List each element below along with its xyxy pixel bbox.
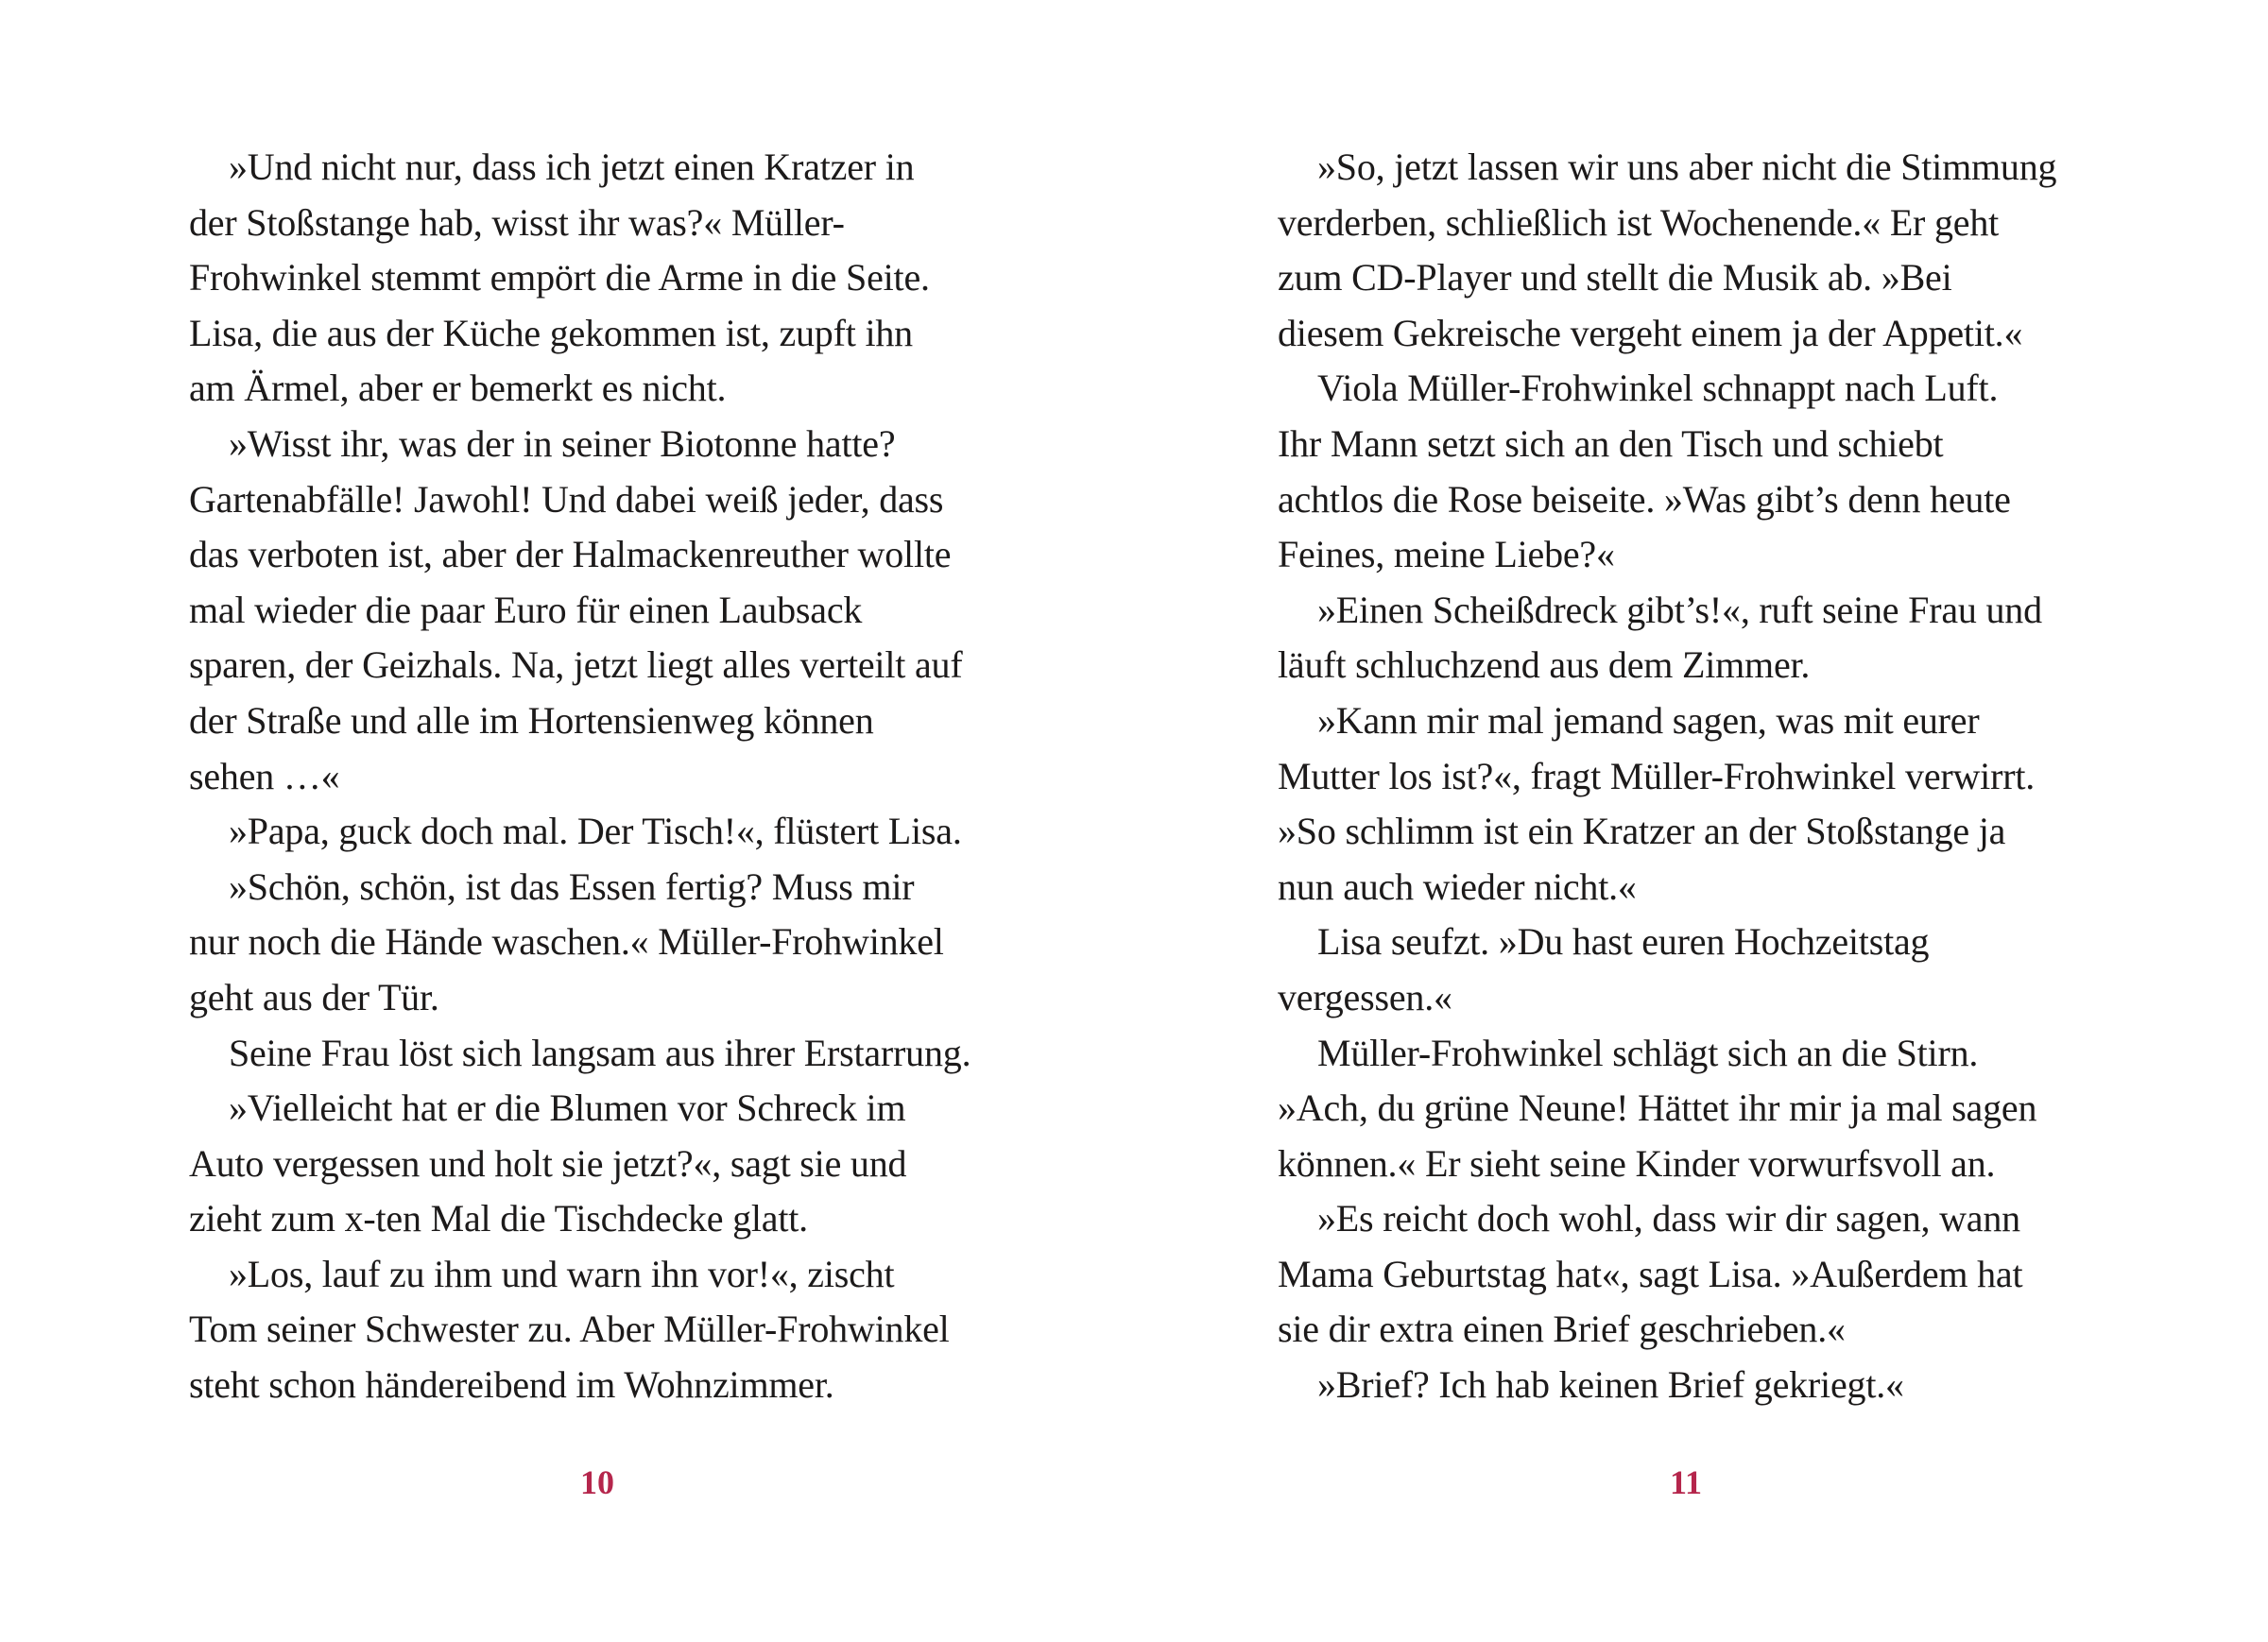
paragraph [1278,693,2128,915]
text-line: sparen, der Geizhals. Na, jetzt liegt alles verteilt auf [189,643,963,687]
paragraph [189,417,1040,804]
text-line: »Einen Scheißdreck gibt’s!«, ruft seine Frau und [1317,588,2042,631]
text-line: Viola Müller-Frohwinkel schnappt nach Luft. [1317,367,1999,410]
paragraph [1278,1026,2128,1192]
text-line: Müller-Frohwinkel schlägt sich an die Stirn. [1317,1031,1979,1074]
text-line: »So schlimm ist ein Kratzer an der Stoßstange ja [1278,810,2006,853]
text-line: diesem Gekreische vergeht einem ja der Appetit.« [1278,311,2023,354]
paragraph [189,1081,1040,1247]
paragraph [1278,583,2128,693]
text-line: Tom seiner Schwester zu. Aber Müller-Frohwinkel [189,1308,950,1351]
text-line: das verboten ist, aber der Halmackenreuther wollte [189,533,952,576]
right-page [1278,140,2128,1413]
paragraph [189,1247,1040,1413]
text-line: »Wisst ihr, was der in seiner Biotonne hatte? [229,421,896,465]
text-line: zum CD-Player und stellt die Musik ab. »Bei [1278,256,1952,299]
text-line: am Ärmel, aber er bemerkt es nicht. [189,367,727,410]
left-page [189,140,1040,1413]
text-line: geht aus der Tür. [189,975,439,1018]
text-line: nur noch die Hände waschen.« Müller-Frohwinkel [189,920,944,964]
text-line: »So, jetzt lassen wir uns aber nicht die Stimmung [1317,145,2057,188]
paragraph [189,860,1040,1026]
text-line: steht schon händereibend im Wohnzimmer. [189,1363,834,1407]
text-line: Ihr Mann setzt sich an den Tisch und schiebt [1278,421,1944,465]
text-line: »Es reicht doch wohl, dass wir dir sagen, wann [1317,1197,2020,1240]
paragraph [1278,915,2128,1025]
paragraph [189,1026,1040,1082]
text-line: »Und nicht nur, dass ich jetzt einen Kratzer in [229,145,915,188]
text-line: Mama Geburtstag hat«, sagt Lisa. »Außerdem hat [1278,1252,2023,1295]
paragraph [1278,1358,2128,1413]
paragraph [1278,140,2128,361]
text-line: zieht zum x-ten Mal die Tischdecke glatt. [189,1197,808,1240]
text-line: »Los, lauf zu ihm und warn ihn vor!«, zischt [229,1252,895,1295]
text-line: Auto vergessen und holt sie jetzt?«, sagt sie und [189,1141,907,1185]
text-line: »Schön, schön, ist das Essen fertig? Muss mir [229,864,915,908]
page-number-left: 10 [580,1463,614,1501]
text-line: »Ach, du grüne Neune! Hättet ihr mir ja mal sagen [1278,1086,2037,1130]
text-line: achtlos die Rose beiseite. »Was gibt’s denn heute [1278,477,2011,521]
text-line: Seine Frau löst sich langsam aus ihrer Erstarrung. [229,1031,971,1074]
text-line: »Kann mir mal jemand sagen, was mit eurer [1317,698,1980,742]
text-line: der Straße und alle im Hortensienweg können [189,698,874,742]
paragraph [189,140,1040,417]
text-line: mal wieder die paar Euro für einen Laubsack [189,588,863,631]
page-number-right: 11 [1669,1463,1702,1501]
text-line: Lisa seufzt. »Du hast euren Hochzeitstag [1317,920,1930,964]
left-page-text [189,140,1040,1413]
text-line: »Papa, guck doch mal. Der Tisch!«, flüstert Lisa. [229,810,962,853]
text-line: Frohwinkel stemmt empört die Arme in die Seite. [189,256,930,299]
text-line: »Vielleicht hat er die Blumen vor Schreck im [229,1086,906,1130]
text-line: Lisa, die aus der Küche gekommen ist, zupft ihn [189,311,913,354]
paragraph [1278,1191,2128,1358]
text-line: läuft schluchzend aus dem Zimmer. [1278,643,1811,687]
paragraph [189,804,1040,860]
text-line: »Brief? Ich hab keinen Brief gekriegt.« [1317,1363,1904,1407]
text-line: nun auch wieder nicht.« [1278,864,1637,908]
text-line: können.« Er sieht seine Kinder vorwurfsvoll an. [1278,1141,1996,1185]
right-page-text [1278,140,2128,1413]
text-line: sehen …« [189,754,340,797]
text-line: vergessen.« [1278,975,1452,1018]
text-line: Feines, meine Liebe?« [1278,533,1615,576]
text-line: Gartenabfälle! Jawohl! Und dabei weiß jeder, dass [189,477,944,521]
text-line: der Stoßstange hab, wisst ihr was?« Müller- [189,200,845,244]
text-line: Mutter los ist?«, fragt Müller-Frohwinkel verwirrt. [1278,754,2036,797]
text-line: sie dir extra einen Brief geschrieben.« [1278,1308,1846,1351]
text-line: verderben, schließlich ist Wochenende.« Er geht [1278,200,2000,244]
paragraph [1278,361,2128,582]
